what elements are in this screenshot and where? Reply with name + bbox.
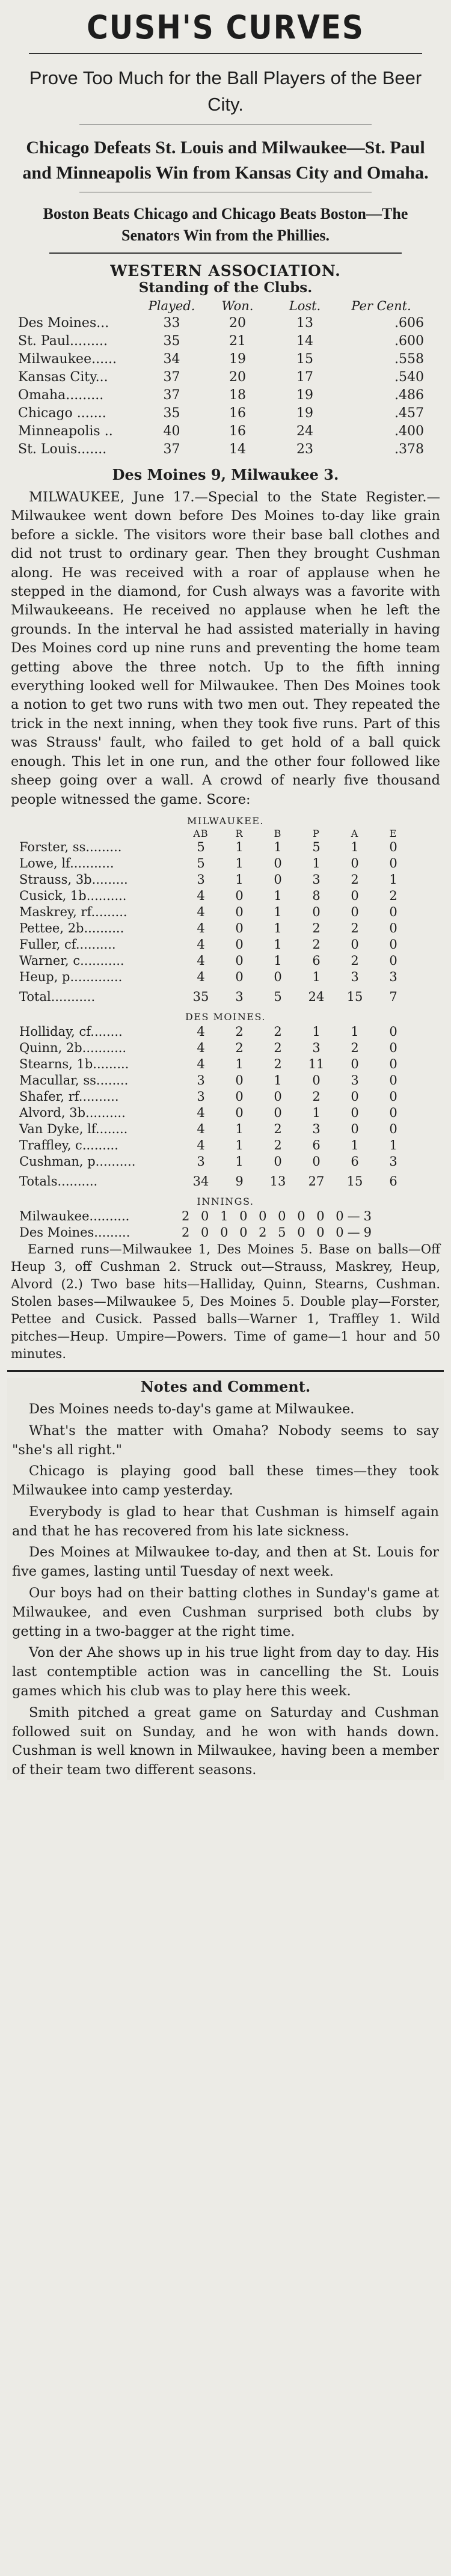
box-header [19,828,182,839]
standings-value: .540 [394,370,424,385]
box-score-row [19,855,413,872]
standings-header [18,298,140,314]
stat-value: 3 [312,1040,321,1055]
standings-club: St. Paul......... [18,334,108,349]
note-item: Des Moines needs to-day's game at Milwaukee. [29,1401,355,1417]
standings-table [18,298,424,459]
standings-row [18,332,424,350]
box-score-row [19,1121,413,1137]
stat-value: 0 [235,953,244,968]
stat-value: 3 [197,1072,205,1088]
stat-value: 0 [389,937,397,952]
stat-value: 1 [351,1024,359,1039]
stat-value: 3 [312,1121,321,1136]
total-value: 9 [235,1173,244,1189]
standings-value: 16 [229,424,246,439]
box-score-row [19,1089,413,1105]
standings-value: .600 [394,334,424,349]
box-score-row [19,969,413,985]
box-header: B [274,827,282,839]
game-headline: Des Moines 9, Milwaukee 3. [112,466,339,483]
standings-value: 37 [163,442,180,457]
stat-value: 1 [274,920,282,935]
box-score-row [19,904,413,920]
stat-value: 8 [312,888,321,903]
total-label: Totals.......... [19,1173,98,1189]
deck-headline-3: Boston Beats Chicago and Chicago Beats Boston—The Senators Win from the Phillies. [43,205,408,244]
innings-score: 2 0 1 0 0 0 0 0 0—3 [182,1208,376,1223]
standings-value: 13 [296,316,313,331]
player-name: Van Dyke, lf........ [19,1121,128,1136]
standings-value: 35 [163,334,180,349]
player-name: Cusick, 1b.......... [19,888,127,903]
standings-value: 18 [229,388,246,403]
stat-value: 4 [197,1121,205,1136]
standings-value: 34 [163,352,180,367]
stat-value: 1 [312,969,321,984]
standings-header: Lost. [289,299,321,313]
stat-value: 2 [274,1137,282,1152]
standings-value: 17 [296,370,313,385]
stat-value: 0 [351,1089,359,1104]
total-value: 7 [389,989,397,1004]
notes-headline: Notes and Comment. [140,1377,311,1395]
stat-value: 4 [197,904,205,919]
player-name: Warner, c........... [19,953,124,968]
total-value: 13 [269,1173,286,1189]
box-score-row [19,888,413,904]
milwaukee-box-score [19,828,413,1005]
player-name: Holliday, cf........ [19,1024,123,1039]
box-header: E [389,827,397,839]
player-name: Shafer, rf.......... [19,1089,119,1104]
standings-title: WESTERN ASSOCIATION. [110,262,341,280]
standings-club: Chicago ....... [18,406,106,421]
stat-value: 1 [235,872,244,887]
stat-value: 2 [312,920,321,935]
divider [49,252,402,254]
standings-club: St. Louis....... [18,442,107,457]
standings-value: .457 [394,406,424,421]
innings-row [19,1225,375,1241]
stat-value: 0 [351,1056,359,1071]
box-score-row [19,1105,413,1121]
deck-headline-2: Chicago Defeats St. Louis and Milwaukee—St. Paul and Minneapolis Win from Kansas City and Omaha. [22,138,429,183]
player-name: Macullar, ss........ [19,1072,129,1088]
total-value: 15 [346,1173,363,1189]
stat-value: 0 [389,904,397,919]
standings-row [18,350,424,369]
player-name: Maskrey, rf......... [19,904,127,919]
standings-value: 19 [296,406,313,421]
stat-value: 0 [312,1072,321,1088]
player-name: Lowe, lf........... [19,855,114,870]
stat-value: 1 [235,855,244,870]
desmoines-label: DES MOINES. [185,1011,266,1023]
stat-value: 0 [274,872,282,887]
total-value: 15 [346,989,363,1004]
stat-value: 0 [389,1056,397,1071]
stat-value: 3 [197,1089,205,1104]
stat-value: 3 [389,969,397,984]
box-header: R [235,827,244,839]
stat-value: 0 [389,1040,397,1055]
stat-value: 3 [312,872,321,887]
stat-value: 0 [389,953,397,968]
stat-value: 2 [312,937,321,952]
stat-value: 5 [197,855,205,870]
stat-value: 6 [312,1137,321,1152]
box-score-row [19,937,413,953]
box-header: A [351,827,359,839]
stat-value: 2 [351,920,359,935]
box-score-total-row [19,985,413,1005]
stat-value: 3 [351,1072,359,1088]
total-value: 35 [192,989,209,1004]
stat-value: 3 [389,1154,397,1169]
stat-value: 4 [197,937,205,952]
note-item: Smith pitched a great game on Saturday and Cushman followed suit on Sunday, and he won with hands down. Cushman is well known in Milwaukee, having been a member of their team two different seasons. [12,1704,439,1778]
stat-value: 1 [312,855,321,870]
standings-club: Kansas City... [18,370,108,385]
standings-club: Minneapolis .. [18,424,113,439]
standings-value: 24 [296,424,313,439]
standings-value: .606 [394,316,424,331]
standings-value: .558 [394,352,424,367]
note-item: Des Moines at Milwaukee to-day, and then at St. Louis for five games, lasting until Tuesday of next week. [12,1544,439,1580]
stat-value: 4 [197,920,205,935]
standings-value: 37 [163,388,180,403]
box-score-row [19,1072,413,1089]
standings-value: 14 [229,442,246,457]
desmoines-box-score [19,1024,413,1190]
stat-value: 2 [274,1024,282,1039]
stat-value: 1 [274,1072,282,1088]
stat-value: 1 [351,1137,359,1152]
box-score-total-row [19,1170,413,1190]
box-score-row [19,1137,413,1154]
standings-row [18,405,424,423]
standings-value: 35 [163,406,180,421]
stat-value: 1 [389,1137,397,1152]
standings-value: .378 [394,442,424,457]
stat-value: 0 [235,1105,244,1120]
stat-value: 1 [235,839,244,854]
stat-value: 0 [235,888,244,903]
newspaper-page [0,8,451,2576]
stat-value: 2 [389,888,397,903]
standings-club: Milwaukee...... [18,352,117,367]
player-name: Forster, ss......... [19,839,122,854]
stat-value: 4 [197,969,205,984]
stat-value: 2 [274,1121,282,1136]
stat-value: 1 [235,1137,244,1152]
stat-value: 4 [197,953,205,968]
stat-value: 4 [197,1024,205,1039]
box-score-row [19,1154,413,1170]
box-score-row [19,1056,413,1072]
stat-value: 0 [389,1072,397,1088]
stat-value: 0 [389,839,397,854]
standings-row [18,314,424,332]
stat-value: 0 [351,904,359,919]
stat-value: 0 [274,1105,282,1120]
stat-value: 1 [351,839,359,854]
stat-value: 0 [235,1072,244,1088]
total-value: 27 [308,1173,325,1189]
player-name: Alvord, 3b.......... [19,1105,126,1120]
standings-value: 33 [163,316,180,331]
standings-club: Omaha......... [18,388,104,403]
masthead: CUSH'S CURVES [87,8,364,46]
total-value: 6 [389,1173,397,1189]
divider [29,53,422,54]
standings-header: Won. [221,299,254,313]
player-name: Heup, p............. [19,969,123,984]
standings-value: 20 [229,370,246,385]
stat-value: 5 [312,839,321,854]
stat-value: 0 [351,1121,359,1136]
standings-value: 15 [296,352,313,367]
deck-headline-1: Prove Too Much for the Ball Players of the Beer City. [29,67,422,115]
stat-value: 0 [389,1121,397,1136]
total-value: 5 [274,989,282,1004]
standings-value: 19 [296,388,313,403]
stat-value: 0 [389,1105,397,1120]
stat-value: 6 [312,953,321,968]
stat-value: 1 [235,1056,244,1071]
game-story [11,488,440,809]
standings-value: .400 [394,424,424,439]
stat-value: 0 [351,855,359,870]
stat-value: 0 [351,937,359,952]
stat-value: 0 [235,1089,244,1104]
innings-row [19,1208,375,1225]
stat-value: 1 [274,888,282,903]
standings-row [18,387,424,405]
stat-value: 1 [274,839,282,854]
game-story-text: MILWAUKEE, June 17.—Special to the State Register.—Milwaukee went down before Des Moines to-day like grain before a sickle. The visitors wore their base ball clothes and did not trust to ordinary gear. Then they brought Cushman along. He was received with a roar of applause when he stepped in the diamond, for Cush always was a favorite with Milwaukeeans. He received no applause when he left the grounds. In the interval he had assisted materially in having Des Moines cord up nine runs and preventing the home team getting above the three notch. Up to the fifth inning everything looked well for Milwaukee. Then Des Moines took a notion to get two runs with two men out. They repeated the trick in the next inning, when they took five runs. Part of this was Strauss' fault, who failed to get hold of a ball quick enough. This let in one run, and the other four followed like sheep going over a wall. A crowd of nearly five thousand people witnessed the game. Score: [11,489,440,807]
stat-value: 2 [235,1024,244,1039]
player-name: Stearns, 1b......... [19,1056,129,1071]
total-value: 24 [308,989,325,1004]
box-score-row [19,839,413,855]
game-summary: Earned runs—Milwaukee 1, Des Moines 5. Base on balls—Off Heup 3, off Cushman 2. Struck out—Strauss, Maskrey, Heup, Alvord (2.) Two base hits—Halliday, Quinn, Stearns, Cushman. Stolen bases—Milwaukee 5, Des Moines 5. Double play—Forster, Pettee and Cusick. Passed balls—Warner 1, Traffley 1. Wild pitches—Heup. Umpire—Powers. Time of game—1 hour and 50 minutes. [11,1241,440,1361]
player-name: Quinn, 2b........... [19,1040,127,1055]
stat-value: 2 [274,1040,282,1055]
stat-value: 4 [197,888,205,903]
standings-value: 14 [296,334,313,349]
stat-value: 0 [312,904,321,919]
stat-value: 2 [274,1056,282,1071]
milwaukee-label: MILWAUKEE. [186,815,265,827]
standings-row [18,441,424,459]
innings-label: INNINGS. [197,1195,254,1207]
player-name: Cushman, p.......... [19,1154,136,1169]
stat-value: 5 [197,839,205,854]
note-item: Chicago is playing good ball these times—they took Milwaukee into camp yesterday. [12,1463,439,1499]
stat-value: 1 [312,1105,321,1120]
stat-value: 0 [389,1024,397,1039]
innings-score: 2 0 0 0 2 5 0 0 0—9 [182,1225,376,1240]
stat-value: 0 [274,969,282,984]
notes-section [7,1378,444,1780]
stat-value: 1 [274,904,282,919]
stat-value: 0 [274,1089,282,1104]
stat-value: 3 [197,1154,205,1169]
stat-value: 0 [235,969,244,984]
stat-value: 2 [312,1089,321,1104]
box-score-row [19,1040,413,1056]
stat-value: 0 [274,1154,282,1169]
standings-subtitle: Standing of the Clubs. [138,280,313,296]
stat-value: 4 [197,1105,205,1120]
player-name: Pettee, 2b.......... [19,920,124,935]
innings-team: Milwaukee.......... [19,1208,130,1223]
box-score-row [19,872,413,888]
stat-value: 0 [389,855,397,870]
player-name: Fuller, cf.......... [19,937,116,952]
box-header: AB [193,827,209,839]
stat-value: 1 [235,1154,244,1169]
stat-value: 4 [197,1137,205,1152]
stat-value: 1 [389,872,397,887]
stat-value: 0 [235,904,244,919]
stat-value: 2 [351,953,359,968]
stat-value: 2 [351,1040,359,1055]
stat-value: 1 [312,1024,321,1039]
stat-value: 0 [389,1089,397,1104]
innings-table [19,1208,375,1241]
stat-value: 0 [235,920,244,935]
standings-value: 40 [163,424,180,439]
box-score-row [19,1024,413,1040]
box-score-row [19,953,413,969]
standings-header: Played. [148,299,195,313]
note-item: Our boys had on their batting clothes in Sunday's game at Milwaukee, and even Cushman surprised both clubs by getting in a two-bagger at the right time. [12,1585,439,1639]
standings-value: .486 [394,388,424,403]
stat-value: 3 [351,969,359,984]
stat-value: 0 [351,1105,359,1120]
standings-value: 19 [229,352,246,367]
total-value: 34 [192,1173,209,1189]
stat-value: 0 [312,1154,321,1169]
stat-value: 0 [351,888,359,903]
standings-value: 23 [296,442,313,457]
note-item: Von der Ahe shows up in his true light from day to day. His last contemptible action was in cancelling the St. Louis games which his club was to play here this week. [12,1645,439,1699]
stat-value: 2 [235,1040,244,1055]
standings-row [18,369,424,387]
stat-value: 0 [274,855,282,870]
standings-value: 20 [229,316,246,331]
stat-value: 6 [351,1154,359,1169]
standings-value: 16 [229,406,246,421]
stat-value: 3 [197,872,205,887]
innings-team: Des Moines......... [19,1225,130,1240]
box-header: P [313,827,320,839]
stat-value: 1 [274,937,282,952]
standings-header: Per Cent. [351,299,411,313]
player-name: Strauss, 3b......... [19,872,128,887]
stat-value: 0 [389,920,397,935]
stat-value: 2 [351,872,359,887]
stat-value: 4 [197,1040,205,1055]
note-item: What's the matter with Omaha? Nobody seems to say "she's all right." [12,1422,439,1458]
stat-value: 11 [308,1056,325,1071]
note-item: Everybody is glad to hear that Cushman is himself again and that he has recovered from his late sickness. [12,1504,439,1539]
stat-value: 4 [197,1056,205,1071]
box-score-row [19,920,413,937]
total-label: Total........... [19,989,96,1004]
stat-value: 1 [274,953,282,968]
divider [7,1370,444,1372]
standings-club: Des Moines... [18,316,109,331]
standings-value: 21 [229,334,246,349]
stat-value: 1 [235,1121,244,1136]
standings-row [18,423,424,441]
standings-value: 37 [163,370,180,385]
player-name: Traffley, c......... [19,1137,118,1152]
stat-value: 0 [235,937,244,952]
total-value: 3 [235,989,244,1004]
